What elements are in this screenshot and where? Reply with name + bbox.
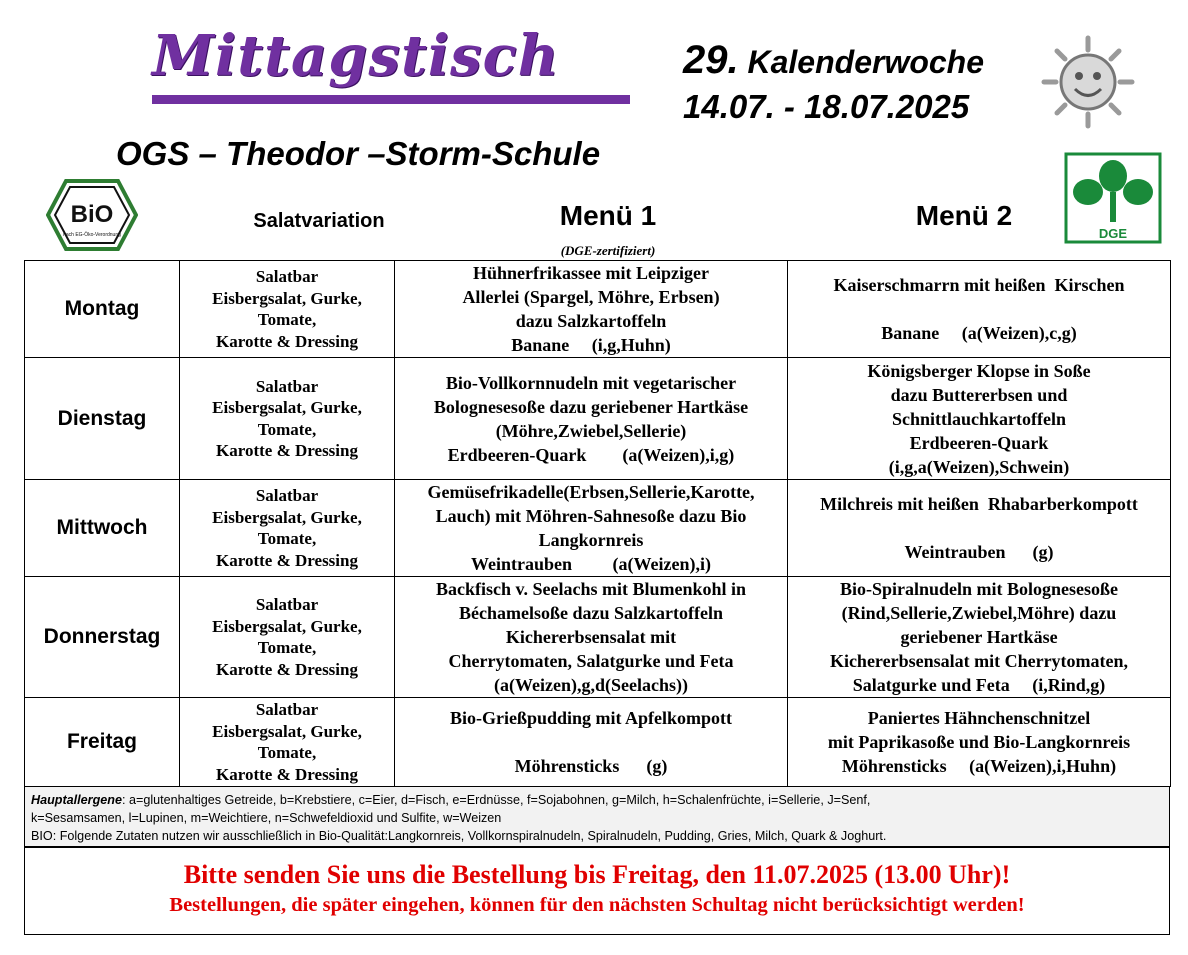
text-line: Hühnerfrikassee mit Leipziger (473, 263, 709, 283)
text-line: Weintrauben (g) (904, 542, 1054, 562)
text-line: Backfisch v. Seelachs mit Blumenkohl in (435, 579, 747, 599)
text-line: Salatgurke und Feta (i,Rind,g) (852, 675, 1106, 695)
menu1-cell (395, 577, 788, 698)
text-line: Salatbar (255, 376, 319, 396)
text-line: Tomate, (257, 310, 317, 329)
menu2-cell (788, 261, 1171, 358)
text-line: Eisbergsalat, Gurke, (212, 288, 362, 308)
late-order-note: Bestellungen, die später eingehen, können für den nächsten Schultag nicht berücksichtigt werden! (169, 894, 1025, 916)
text-line: Salatbar (255, 486, 319, 505)
text-line: Langkornreis (538, 530, 644, 550)
day-name: Dienstag (25, 358, 180, 480)
text-line: Schnittlauchkartoffeln (891, 408, 1066, 429)
text-line: Erdbeeren-Quark (a(Weizen),i,g) (447, 444, 735, 465)
text-line: mit Paprikasoße und Bio-Langkornreis (827, 732, 1131, 752)
menu2-cell (788, 577, 1171, 698)
order-deadline: Bitte senden Sie uns die Bestellung bis Freitag, den 11.07.2025 (13.00 Uhr)! (183, 860, 1011, 889)
text-line: Karotte & Dressing (216, 441, 358, 460)
bio-seal-icon (46, 178, 138, 252)
text-line: Tomate, (257, 743, 317, 762)
text-line: Eisbergsalat, Gurke, (212, 721, 362, 741)
text-line: Erdbeeren-Quark (909, 432, 1049, 453)
text-line: Béchamelsoße dazu Salzkartoffeln (459, 603, 723, 623)
text-line (788, 297, 1170, 321)
text-line: Bolognesesoße dazu geriebener Hartkäse (433, 396, 749, 417)
salad-cell (180, 577, 395, 698)
text-line: Bio-Spiralnudeln mit Bolognesesoße (839, 579, 1119, 599)
day-row (25, 480, 1171, 577)
dge-logo-text: DGE (1098, 226, 1128, 241)
text-line: (a(Weizen),g,d(Seelachs)) (494, 675, 688, 695)
day-name: Donnerstag (25, 577, 180, 698)
header-menu-2: Menü 2 (915, 200, 1013, 231)
text-line: Allerlei (Spargel, Möhre, Erbsen) (462, 287, 720, 307)
text-line: Tomate, (257, 529, 317, 548)
text-line: Tomate, (257, 419, 317, 439)
text-line: dazu Salzkartoffeln (515, 311, 667, 331)
school-name: OGS – Theodor –Storm-Schule (116, 135, 601, 172)
text-line: dazu Buttererbsen und (890, 384, 1068, 405)
text-line: Salatbar (255, 595, 319, 614)
text-line: (Möhre,Zwiebel,Sellerie) (495, 420, 687, 441)
calendar-week (683, 38, 984, 83)
allergen-line-1: Hauptallergene: a=glutenhaltiges Getreide, b=Krebstiere, c=Eier, d=Fisch, e=Erdnüsse, f=Sojabohnen, g=Milch, h=Schalenfrüchte, i=Sellerie, J=Senf, (31, 793, 871, 807)
allergen-info (24, 787, 1170, 847)
text-line: Eisbergsalat, Gurke, (212, 616, 362, 636)
bio-ingredients-line: BIO: Folgende Zutaten nutzen wir ausschließlich in Bio-Qualität:Langkornreis, Vollkornspiralnudeln, Spiralnudeln, Pudding, Gries, Milch, Quark & Joghurt. (31, 829, 887, 843)
menu2-cell (788, 358, 1171, 480)
text-line: Banane (a(Weizen),c,g) (881, 323, 1077, 343)
text-line: Milchreis mit heißen Rhabarberkompott (820, 494, 1138, 514)
text-line: Karotte & Dressing (216, 764, 358, 784)
text-line: geriebener Hartkäse (900, 627, 1058, 647)
day-row (25, 358, 1171, 480)
text-line: Eisbergsalat, Gurke, (212, 398, 362, 417)
text-line: Tomate, (257, 638, 317, 657)
header-menu-1: Menü 1 (559, 200, 657, 231)
text-line: (i,g,a(Weizen),Schwein) (888, 456, 1070, 477)
dge-certified-note: (DGE-zertifiziert) (560, 243, 656, 258)
day-row (25, 261, 1171, 358)
text-line: Eisbergsalat, Gurke, (212, 507, 362, 527)
allergen-label: Hauptallergene (31, 793, 122, 807)
menu1-cell (395, 698, 788, 787)
text-line: Möhrensticks (g) (514, 756, 668, 776)
text-line (395, 730, 787, 754)
salad-cell (180, 480, 395, 577)
day-name: Freitag (25, 698, 180, 787)
week-number: 29. (683, 38, 739, 82)
text-line: Kichererbsensalat mit (505, 627, 677, 647)
text-line: Kaiserschmarrn mit heißen Kirschen (833, 275, 1125, 295)
text-line: Karotte & Dressing (216, 331, 358, 351)
text-line: Salatbar (255, 700, 319, 719)
salad-cell (180, 698, 395, 787)
day-name: Mittwoch (25, 480, 180, 577)
text-line: Königsberger Klopse in Soße (867, 360, 1091, 381)
bio-seal-text: BiO (70, 201, 114, 228)
menu-table (24, 260, 1171, 787)
text-line: Salatbar (255, 267, 319, 286)
menu2-cell (788, 698, 1171, 787)
text-line: (Rind,Sellerie,Zwiebel,Möhre) dazu (841, 603, 1117, 623)
title-underline (152, 95, 630, 104)
allergen-line-2: k=Sesamsamen, l=Lupinen, m=Weichtiere, n=Schwefeldioxid und Sulfite, w=Weizen (31, 811, 502, 825)
text-line: Cherrytomaten, Salatgurke und Feta (448, 651, 734, 671)
menu1-cell (395, 358, 788, 480)
text-line: Möhrensticks (a(Weizen),i,Huhn) (841, 756, 1117, 776)
day-name: Montag (25, 261, 180, 358)
day-row (25, 698, 1171, 787)
salad-cell (180, 261, 395, 358)
text-line: Karotte & Dressing (216, 659, 358, 679)
page-title: Mittagstisch (152, 23, 560, 89)
text-line: Paniertes Hähnchenschnitzel (867, 708, 1091, 728)
text-line: Gemüsefrikadelle(Erbsen,Sellerie,Karotte, (427, 482, 755, 502)
text-line: Bio-Vollkornnudeln mit vegetarischer (445, 372, 737, 393)
text-line: Bio-Grießpudding mit Apfelkompott (449, 708, 733, 728)
date-range: 14.07. - 18.07.2025 (683, 88, 970, 125)
text-line: Weintrauben (a(Weizen),i) (471, 554, 711, 574)
bio-seal-subtext: nach EG-Öko-Verordnung (63, 232, 121, 238)
salad-cell (180, 358, 395, 480)
header-salatvariation: Salatvariation (253, 210, 385, 232)
order-notice (24, 847, 1170, 935)
day-row (25, 577, 1171, 698)
week-label: Kalenderwoche (747, 44, 985, 80)
smiling-sun-icon (1040, 34, 1136, 130)
menu1-cell (395, 480, 788, 577)
text-line: Karotte & Dressing (216, 550, 358, 570)
text-line (788, 516, 1170, 540)
text-line: Kichererbsensalat mit Cherrytomaten, (829, 651, 1129, 671)
text-line: Banane (i,g,Huhn) (511, 335, 671, 355)
menu2-cell (788, 480, 1171, 577)
text-line: Lauch) mit Möhren-Sahnesoße dazu Bio (435, 506, 747, 526)
menu1-cell (395, 261, 788, 358)
